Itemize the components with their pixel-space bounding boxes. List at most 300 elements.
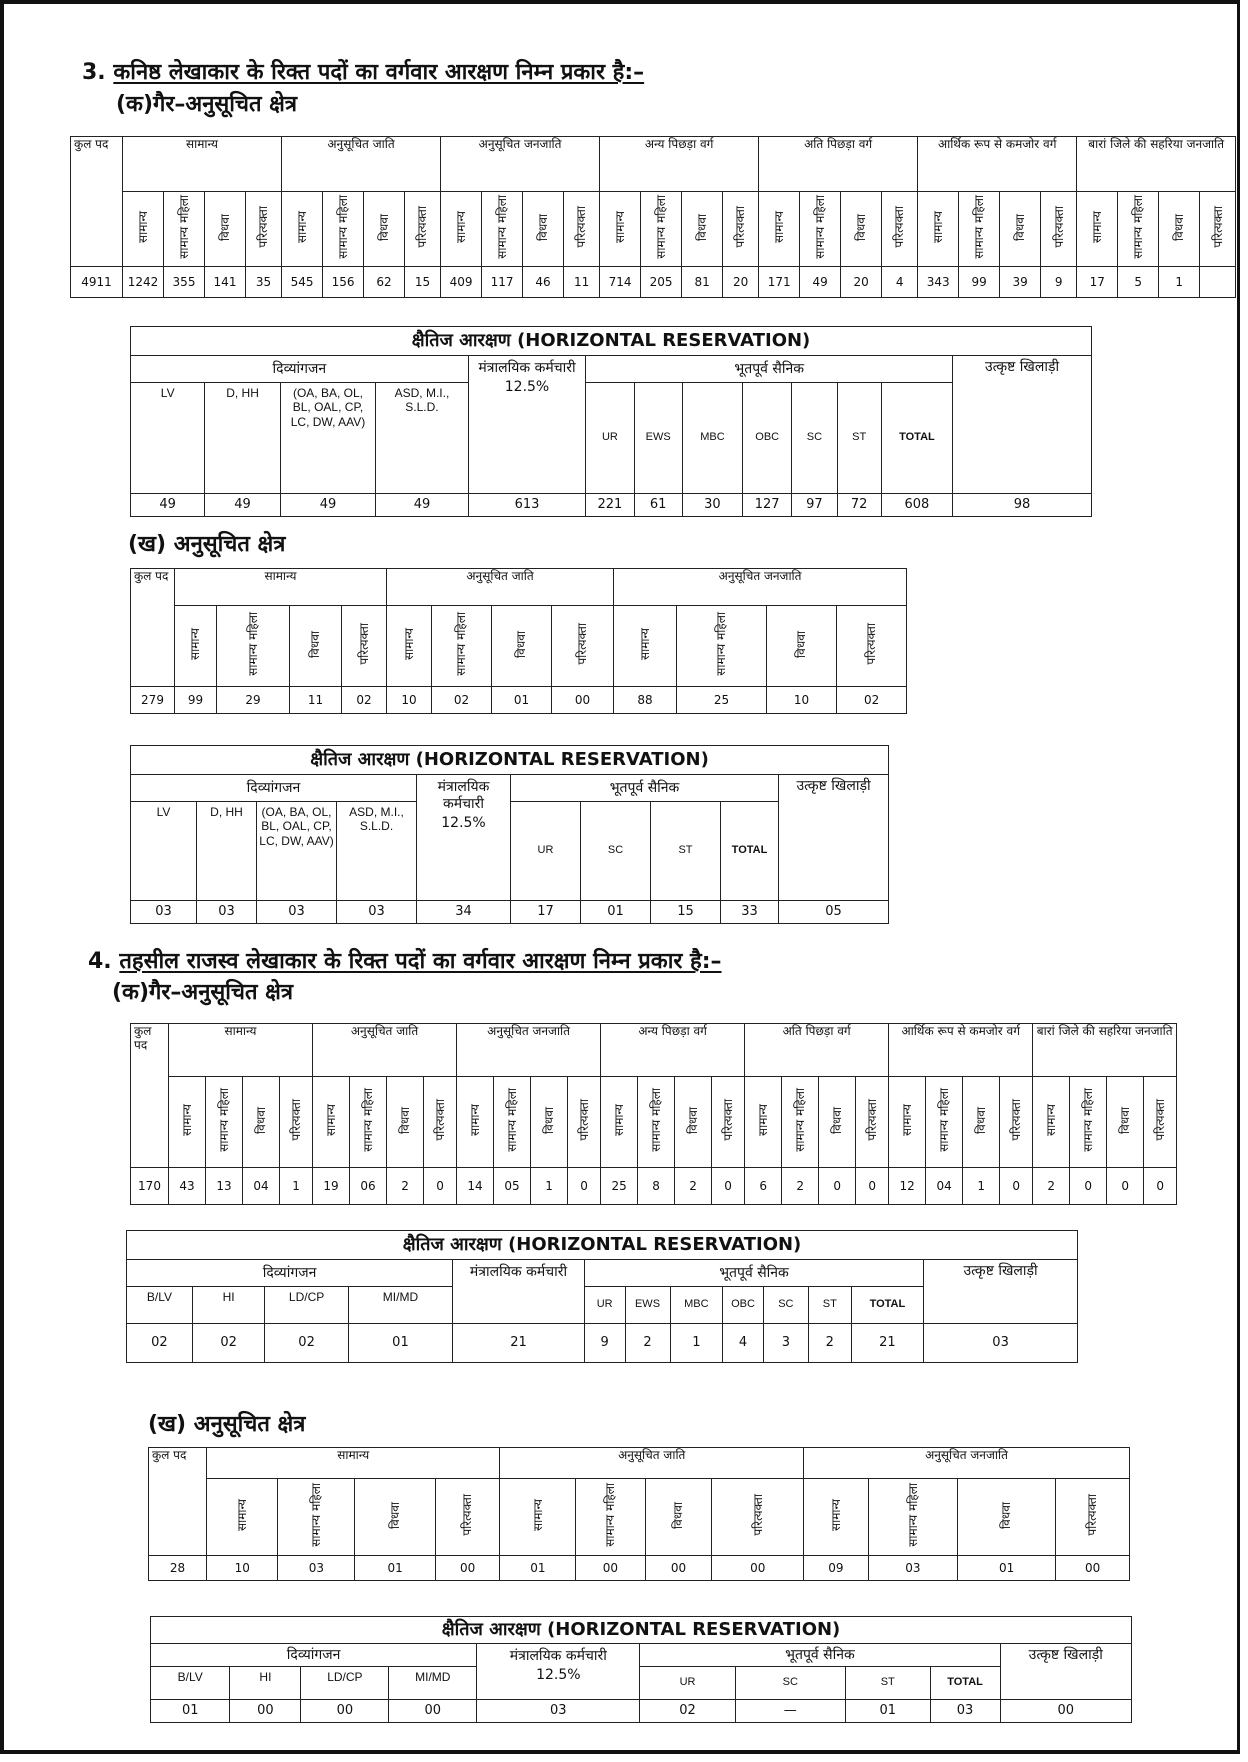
subcategory-label: सामान्य महिला — [504, 1088, 519, 1153]
horizontal-value: 03 — [930, 1700, 1000, 1723]
reservation-value: 05 — [494, 1168, 531, 1205]
horizontal-header-row — [131, 775, 889, 802]
subcategory-header — [918, 192, 959, 267]
subcategory-header — [313, 1077, 350, 1168]
subcategory-label: सामान्य महिला — [494, 195, 509, 260]
subcategory-label: सामान्य — [135, 211, 150, 244]
horizontal-value: 03 — [337, 901, 417, 924]
divyangjan-subheader: B/LV — [127, 1287, 193, 1324]
group-header: अति पिछड़ा वर्ग — [745, 1024, 889, 1077]
subcategory-header — [745, 1077, 782, 1168]
reservation-value: 205 — [641, 267, 682, 298]
subcategory-label: सामान्य — [637, 628, 652, 661]
reservation-value: 02 — [342, 687, 387, 714]
horizontal-value: 00 — [389, 1700, 477, 1723]
subcategory-label: सामान्य महिला — [905, 1483, 920, 1548]
header-row-subcategories — [131, 606, 907, 687]
horizontal-value: 01 — [581, 901, 651, 924]
subcategory-label: विधवा — [973, 1106, 988, 1134]
subcategory-label: विधवा — [535, 213, 550, 241]
ex-servicemen-subheader: TOTAL — [930, 1667, 1000, 1700]
subcategory-header — [342, 606, 387, 687]
divyangjan-header: दिव्यांगजन — [127, 1260, 453, 1287]
horizontal-reservation-title: क्षैतिज आरक्षण (HORIZONTAL RESERVATION) — [127, 1231, 1078, 1260]
subcategory-label: विधवा — [694, 213, 709, 241]
reservation-value: 06 — [350, 1168, 387, 1205]
ex-servicemen-subheader: SC — [763, 1287, 808, 1324]
subcategory-label: सामान्य महिला — [335, 195, 350, 260]
horizontal-subheader-row — [131, 383, 1092, 494]
sec3-horizontal-table-scheduled — [130, 745, 889, 924]
subcategory-header — [868, 1479, 957, 1556]
total-posts-value: 170 — [131, 1168, 169, 1205]
subcategory-label: परित्यक्ता — [1153, 1099, 1167, 1142]
group-header: अनुसूचित जनजाति — [441, 137, 600, 192]
reservation-value: 20 — [723, 267, 759, 298]
horizontal-reservation-title: क्षैतिज आरक्षण (HORIZONTAL RESERVATION) — [151, 1617, 1132, 1644]
reservation-value: 02 — [837, 687, 907, 714]
horizontal-value: 3 — [763, 1324, 808, 1363]
reservation-value: 8 — [638, 1168, 675, 1205]
horizontal-value: 02 — [265, 1324, 348, 1363]
ex-servicemen-header: भूतपूर्व सैनिक — [584, 1260, 923, 1287]
subcategory-header — [819, 1077, 856, 1168]
reservation-value: 0 — [856, 1168, 889, 1205]
subcategory-label: सामान्य — [612, 211, 627, 244]
sports-header: उत्कृष्ट खिलाड़ी — [953, 356, 1092, 494]
reservation-value: 00 — [576, 1556, 645, 1581]
subcategory-label: विधवा — [308, 630, 323, 658]
subcategory-label: परित्यक्ता — [864, 623, 879, 666]
reservation-value: 99 — [959, 267, 1000, 298]
horizontal-header-row — [127, 1260, 1078, 1287]
subcategory-label: परित्यक्ता — [576, 1099, 591, 1142]
subcategory-header — [1144, 1077, 1177, 1168]
section-4-title: तहसील राजस्व लेखाकार के रिक्त पदों का वर्गवार आरक्षण निम्न प्रकार है:– — [119, 949, 722, 974]
subcategory-label: सामान्य — [899, 1104, 914, 1137]
section-3-heading — [82, 56, 644, 86]
sec3-horizontal-table-non-scheduled — [130, 326, 1092, 517]
reservation-value: 141 — [205, 267, 246, 298]
subcategory-label: सामान्य — [1090, 211, 1104, 244]
ex-servicemen-subheader: UR — [584, 1287, 625, 1324]
subcategory-header — [243, 1077, 280, 1168]
divyangjan-subheader: B/LV — [151, 1667, 230, 1700]
subcategory-header — [926, 1077, 963, 1168]
header-row-groups — [131, 569, 907, 606]
subcategory-label: सामान्य महिला — [936, 1088, 951, 1153]
subcategory-header — [759, 192, 800, 267]
subcategory-label: परित्यक्ता — [574, 206, 589, 249]
subcategory-header — [841, 192, 882, 267]
subcategory-header — [387, 606, 432, 687]
reservation-value: 0 — [819, 1168, 856, 1205]
subcategory-label: विधवा — [376, 213, 391, 241]
reservation-value: 10 — [387, 687, 432, 714]
group-header: सामान्य — [123, 137, 282, 192]
horizontal-value: 4 — [723, 1324, 764, 1363]
subcategory-header — [175, 606, 217, 687]
header-row-subcategories — [71, 192, 1236, 267]
reservation-value: 409 — [441, 267, 482, 298]
header-row-groups — [131, 1024, 1177, 1077]
subcategory-label: सामान्य — [188, 628, 203, 661]
horizontal-value: 613 — [468, 494, 586, 517]
horizontal-title-row — [131, 327, 1092, 356]
subcategory-label: सामान्य महिला — [360, 1088, 375, 1153]
subcategory-header — [217, 606, 290, 687]
ex-servicemen-header: भूतपूर्व सैनिक — [586, 356, 953, 383]
subcategory-header — [1000, 192, 1041, 267]
subcategory-header — [600, 192, 641, 267]
horizontal-reservation-title: क्षैतिज आरक्षण (HORIZONTAL RESERVATION) — [131, 746, 889, 775]
ex-servicemen-subheader: ST — [837, 383, 881, 494]
subcategory-label: सामान्य महिला — [812, 195, 827, 260]
subcategory-header — [804, 1479, 869, 1556]
group-header: अनुसूचित जाति — [500, 1448, 804, 1479]
subcategory-label: परित्यक्ता — [1210, 206, 1225, 249]
divyangjan-subheader: D, HH — [197, 802, 257, 901]
total-posts-value: 28 — [149, 1556, 207, 1581]
horizontal-subheader-row — [131, 802, 889, 901]
sec3-non-scheduled-label: (क)गैर–अनुसूचित क्षेत्र — [116, 92, 298, 117]
subcategory-header — [1200, 192, 1236, 267]
subcategory-label: विधवा — [514, 630, 529, 658]
horizontal-value: 9 — [584, 1324, 625, 1363]
sec3-category-table-scheduled — [130, 568, 907, 714]
subcategory-header — [601, 1077, 638, 1168]
horizontal-value: 01 — [348, 1324, 452, 1363]
subcategory-label: परित्यक्ता — [1051, 206, 1066, 249]
reservation-value: 25 — [601, 1168, 638, 1205]
subcategory-header — [889, 1077, 926, 1168]
horizontal-subheader-row — [151, 1667, 1132, 1700]
ex-servicemen-subheader: ST — [808, 1287, 851, 1324]
subcategory-label: सामान्य महिला — [648, 1088, 663, 1153]
subcategory-label: परित्यक्ता — [288, 1099, 303, 1142]
subcategory-header — [1159, 192, 1200, 267]
divyangjan-subheader: LD/CP — [265, 1287, 348, 1324]
subcategory-header — [638, 1077, 675, 1168]
reservation-value: 2 — [387, 1168, 424, 1205]
divyangjan-header: दिव्यांगजन — [131, 356, 469, 383]
subcategory-header — [205, 192, 246, 267]
group-header: अन्य पिछड़ा वर्ग — [600, 137, 759, 192]
ex-servicemen-subheader: SC — [792, 383, 837, 494]
sec4-horizontal-table-non-scheduled — [126, 1230, 1078, 1363]
header-row-subcategories — [131, 1077, 1177, 1168]
subcategory-header — [387, 1077, 424, 1168]
total-posts-header: कुल पद — [71, 137, 123, 267]
section-3-number: 3. — [82, 60, 106, 85]
horizontal-value: 00 — [301, 1700, 389, 1723]
group-header: सामान्य — [169, 1024, 313, 1077]
mantralayik-header — [417, 775, 511, 901]
reservation-value: 01 — [958, 1556, 1056, 1581]
header-row-groups — [71, 137, 1236, 192]
mantralayik-header — [477, 1644, 640, 1700]
header-row-subcategories — [149, 1479, 1130, 1556]
total-posts-value: 4911 — [71, 267, 123, 298]
subcategory-header — [614, 606, 677, 687]
mantralayik-percent: 12.5% — [441, 814, 486, 831]
subcategory-label: विधवा — [829, 1106, 844, 1134]
subcategory-header — [290, 606, 342, 687]
reservation-value: 2 — [1033, 1168, 1070, 1205]
subcategory-label: परित्यक्ता — [1009, 1099, 1023, 1142]
horizontal-value: 02 — [127, 1324, 193, 1363]
ex-servicemen-subheader: ST — [651, 802, 721, 901]
subcategory-header — [523, 192, 564, 267]
subcategory-header — [457, 1077, 494, 1168]
subcategory-label: परित्यक्ता — [1085, 1494, 1100, 1537]
total-posts-header: कुल पद — [149, 1448, 207, 1556]
subcategory-header — [963, 1077, 1000, 1168]
horizontal-title-row — [151, 1617, 1132, 1644]
reservation-value: 88 — [614, 687, 677, 714]
subcategory-header — [282, 192, 323, 267]
subcategory-header — [712, 1479, 804, 1556]
subcategory-header — [800, 192, 841, 267]
reservation-value: 46 — [523, 267, 564, 298]
reservation-value: 11 — [290, 687, 342, 714]
horizontal-title-row — [127, 1231, 1078, 1260]
subcategory-label: सामान्य महिला — [653, 195, 668, 260]
subcategory-label: सामान्य महिला — [309, 1483, 324, 1548]
subcategory-label: सामान्य — [467, 1104, 482, 1137]
sec3-category-table-non-scheduled — [70, 136, 1236, 298]
horizontal-values-row — [127, 1324, 1078, 1363]
subcategory-header — [123, 192, 164, 267]
ex-servicemen-subheader: TOTAL — [851, 1287, 923, 1324]
reservation-value: 9 — [1041, 267, 1077, 298]
subcategory-header — [645, 1479, 712, 1556]
ex-servicemen-subheader: TOTAL — [721, 802, 779, 901]
subcategory-label: विधवा — [387, 1501, 402, 1529]
reservation-value: 12 — [889, 1168, 926, 1205]
subcategory-label: परित्यक्ता — [256, 206, 271, 249]
horizontal-value: 17 — [511, 901, 581, 924]
subcategory-header — [1077, 192, 1118, 267]
group-header: सामान्य — [175, 569, 387, 606]
subcategory-label: विधवा — [1012, 213, 1027, 241]
subcategory-label: सामान्य — [235, 1499, 250, 1532]
reservation-value — [1200, 267, 1236, 298]
subcategory-label: सामान्य — [453, 211, 468, 244]
mantralayik-label: मंत्रालयिक कर्मचारी — [437, 779, 490, 812]
reservation-value: 00 — [435, 1556, 500, 1581]
horizontal-value: 221 — [586, 494, 634, 517]
reservation-value: 0 — [1107, 1168, 1144, 1205]
subcategory-header — [782, 1077, 819, 1168]
reservation-value: 00 — [645, 1556, 712, 1581]
ex-servicemen-subheader: OBC — [723, 1287, 764, 1324]
subcategory-label: सामान्य महिला — [714, 612, 729, 677]
values-row — [131, 1168, 1177, 1205]
subcategory-label: सामान्य महिला — [176, 195, 191, 260]
subcategory-label: परित्यक्ता — [750, 1494, 765, 1537]
reservation-value: 0 — [1144, 1168, 1177, 1205]
sec4-horizontal-table-scheduled — [150, 1616, 1132, 1723]
subcategory-header — [767, 606, 837, 687]
group-header: अनुसूचित जाति — [313, 1024, 457, 1077]
horizontal-value: 03 — [257, 901, 337, 924]
reservation-value: 0 — [1000, 1168, 1033, 1205]
reservation-value: 03 — [868, 1556, 957, 1581]
reservation-value: 2 — [782, 1168, 819, 1205]
ex-servicemen-subheader: EWS — [634, 383, 682, 494]
subcategory-header — [323, 192, 364, 267]
divyangjan-subheader: ASD, M.I., S.L.D. — [376, 383, 468, 494]
subcategory-header — [355, 1479, 435, 1556]
reservation-value: 15 — [405, 267, 441, 298]
subcategory-label: सामान्य महिला — [1131, 195, 1145, 260]
horizontal-value: 05 — [779, 901, 889, 924]
ex-servicemen-subheader: MBC — [670, 1287, 723, 1324]
horizontal-value: 02 — [640, 1700, 735, 1723]
subcategory-header — [1107, 1077, 1144, 1168]
mantralayik-header — [453, 1260, 585, 1324]
subcategory-label: सामान्य — [771, 211, 786, 244]
subcategory-header — [552, 606, 614, 687]
subcategory-label: विधवा — [685, 1106, 700, 1134]
ex-servicemen-subheader: TOTAL — [881, 383, 952, 494]
horizontal-value: 2 — [808, 1324, 851, 1363]
ex-servicemen-subheader: UR — [640, 1667, 735, 1700]
horizontal-value: 1 — [670, 1324, 723, 1363]
mantralayik-percent: 12.5% — [504, 378, 550, 395]
horizontal-value: — — [735, 1700, 845, 1723]
horizontal-value: 49 — [280, 494, 375, 517]
subcategory-label: परित्यक्ता — [575, 623, 590, 666]
reservation-value: 02 — [432, 687, 492, 714]
mantralayik-label: मंत्रालयिक कर्मचारी — [469, 1264, 568, 1280]
reservation-value: 03 — [278, 1556, 355, 1581]
reservation-value: 5 — [1118, 267, 1159, 298]
reservation-value: 00 — [1056, 1556, 1130, 1581]
subcategory-header — [712, 1077, 745, 1168]
horizontal-value: 15 — [651, 901, 721, 924]
reservation-value: 714 — [600, 267, 641, 298]
ex-servicemen-subheader: OBC — [743, 383, 792, 494]
subcategory-label: विधवा — [794, 630, 809, 658]
subcategory-header — [1056, 1479, 1130, 1556]
horizontal-values-row — [151, 1700, 1132, 1723]
subcategory-label: सामान्य — [828, 1499, 843, 1532]
subcategory-header — [364, 192, 405, 267]
subcategory-header — [424, 1077, 457, 1168]
total-posts-header: कुल पद — [131, 569, 175, 687]
reservation-value: 10 — [767, 687, 837, 714]
subcategory-label: सामान्य — [1044, 1104, 1058, 1137]
subcategory-header — [568, 1077, 601, 1168]
reservation-value: 4 — [882, 267, 918, 298]
reservation-value: 2 — [675, 1168, 712, 1205]
subcategory-label: सामान्य महिला — [792, 1088, 807, 1153]
group-header: अन्य पिछड़ा वर्ग — [601, 1024, 745, 1077]
divyangjan-subheader: HI — [230, 1667, 301, 1700]
subcategory-header — [164, 192, 205, 267]
reservation-value: 171 — [759, 267, 800, 298]
sec3-scheduled-label: (ख) अनुसूचित क्षेत्र — [128, 532, 286, 557]
subcategory-label: परित्यक्ता — [892, 206, 907, 249]
reservation-value: 14 — [457, 1168, 494, 1205]
reservation-value: 1 — [531, 1168, 568, 1205]
subcategory-header — [432, 606, 492, 687]
mantralayik-header — [468, 356, 586, 494]
reservation-value: 1 — [963, 1168, 1000, 1205]
subcategory-header — [1000, 1077, 1033, 1168]
group-header: अनुसूचित जाति — [387, 569, 614, 606]
group-header: बारां जिले की सहरिया जनजाति — [1077, 137, 1236, 192]
ex-servicemen-subheader: MBC — [682, 383, 742, 494]
horizontal-value: 49 — [131, 494, 205, 517]
subcategory-header — [278, 1479, 355, 1556]
ex-servicemen-subheader: UR — [511, 802, 581, 901]
horizontal-value: 01 — [151, 1700, 230, 1723]
subcategory-label: विधवा — [217, 213, 232, 241]
subcategory-header — [1118, 192, 1159, 267]
reservation-value: 62 — [364, 267, 405, 298]
divyangjan-header: दिव्यांगजन — [131, 775, 417, 802]
divyangjan-header: दिव्यांगजन — [151, 1644, 477, 1667]
reservation-value: 01 — [355, 1556, 435, 1581]
reservation-value: 04 — [926, 1168, 963, 1205]
reservation-value: 0 — [568, 1168, 601, 1205]
subcategory-label: विधवा — [853, 213, 868, 241]
ex-servicemen-subheader: SC — [735, 1667, 845, 1700]
subcategory-label: विधवा — [671, 1501, 686, 1529]
subcategory-header — [500, 1479, 576, 1556]
subcategory-label: विधवा — [541, 1106, 556, 1134]
horizontal-values-row — [131, 901, 889, 924]
subcategory-header — [677, 606, 767, 687]
subcategory-label: विधवा — [397, 1106, 412, 1134]
horizontal-value: 03 — [131, 901, 197, 924]
subcategory-header — [531, 1077, 568, 1168]
reservation-value: 1 — [1159, 267, 1200, 298]
section-4-heading — [88, 945, 722, 975]
reservation-value: 81 — [682, 267, 723, 298]
subcategory-label: परित्यक्ता — [432, 1099, 447, 1142]
divyangjan-subheader: LV — [131, 383, 205, 494]
subcategory-label: परित्यक्ता — [415, 206, 430, 249]
group-header: अनुसूचित जाति — [282, 137, 441, 192]
horizontal-value: 30 — [682, 494, 742, 517]
horizontal-value: 608 — [881, 494, 952, 517]
horizontal-value: 00 — [230, 1700, 301, 1723]
sports-header: उत्कृष्ट खिलाड़ी — [779, 775, 889, 901]
values-row — [149, 1556, 1130, 1581]
group-header: अनुसूचित जनजाति — [614, 569, 907, 606]
values-row — [131, 687, 907, 714]
reservation-value: 00 — [552, 687, 614, 714]
reservation-value: 1242 — [123, 267, 164, 298]
reservation-value: 13 — [206, 1168, 243, 1205]
divyangjan-subheader: LV — [131, 802, 197, 901]
sec4-category-table-non-scheduled — [130, 1023, 1177, 1205]
reservation-value: 355 — [164, 267, 205, 298]
reservation-value: 39 — [1000, 267, 1041, 298]
divyangjan-subheader: ASD, M.I., S.L.D. — [337, 802, 417, 901]
subcategory-label: विधवा — [1172, 213, 1186, 241]
group-header: बारां जिले की सहरिया जनजाति — [1033, 1024, 1177, 1077]
mantralayik-percent: 12.5% — [536, 1666, 581, 1683]
reservation-value: 49 — [800, 267, 841, 298]
subcategory-header — [207, 1479, 278, 1556]
ex-servicemen-header: भूतपूर्व सैनिक — [640, 1644, 1000, 1667]
section-3-title: कनिष्ठ लेखाकार के रिक्त पदों का वर्गवार आरक्षण निम्न प्रकार है:– — [113, 60, 645, 85]
